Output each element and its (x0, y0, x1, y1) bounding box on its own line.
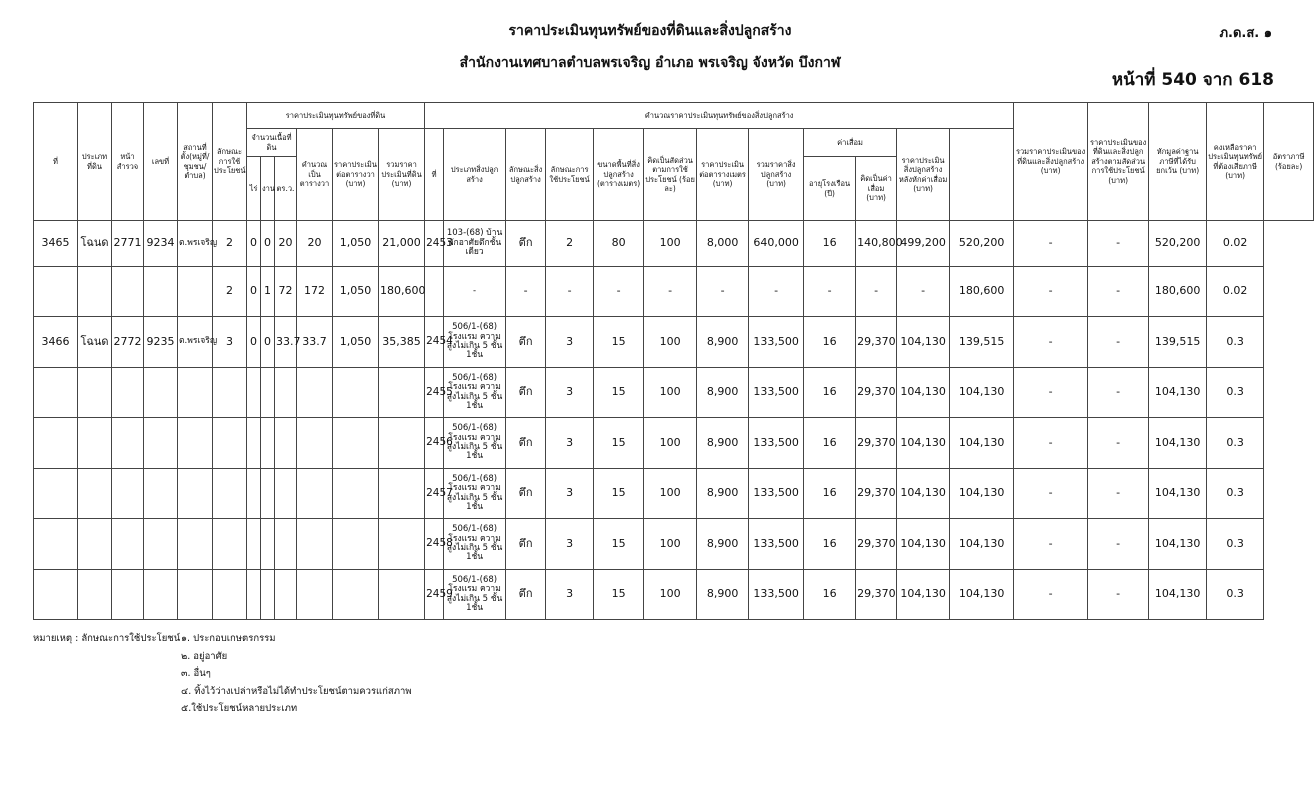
cell-b-ratio: 100 (644, 519, 697, 570)
cell-b-type: - (444, 267, 506, 317)
col-area-group: จำนวนเนื้อที่ดิน (247, 129, 297, 157)
col-land-total: รวมราคาประเมินที่ดิน (บาท) (379, 129, 425, 221)
cell-b-price: 8,900 (697, 368, 749, 418)
col-rai: ไร่ (247, 157, 261, 221)
cell-sqwa-total: 20 (297, 221, 333, 267)
cell-ngan (261, 570, 275, 620)
cell-doc-type (78, 469, 112, 519)
cell-total: 104,130 (950, 519, 1014, 570)
col-land-group: ราคาประเมินทุนทรัพย์ของที่ดิน (247, 103, 425, 129)
cell-deduction: - (1088, 519, 1149, 570)
cell-land-price (333, 368, 379, 418)
cell-b-net: 104,130 (897, 519, 950, 570)
col-wa: ตร.ว. (275, 157, 297, 221)
cell-rate: 0.3 (1207, 519, 1264, 570)
cell-b-price: 8,900 (697, 519, 749, 570)
table-row (34, 418, 1314, 469)
cell-b-type: 506/1-(68) โรงแรม ความสูงไม่เกิน 5 ชั้น 1ชั้น (444, 368, 506, 418)
col-no: ที่ (34, 103, 78, 221)
cell-b-usage: 3 (546, 570, 594, 620)
cell-b-price: - (697, 267, 749, 317)
cell-b-no: 2453 (425, 221, 444, 267)
cell-b-no: 2459 (425, 570, 444, 620)
cell-deduction: - (1088, 469, 1149, 519)
cell-age: 16 (804, 418, 856, 469)
cell-location (178, 267, 213, 317)
cell-age: 16 (804, 317, 856, 368)
col-sqwa-total: คำนวณเป็นตารางวา (297, 129, 333, 221)
cell-doc-no (144, 570, 178, 620)
table-row (34, 317, 1314, 368)
cell-b-type: 506/1-(68) โรงแรม ความสูงไม่เกิน 5 ชั้น 1ชั้น (444, 570, 506, 620)
cell-b-kind: ตึก (506, 469, 546, 519)
cell-b-ratio: - (644, 267, 697, 317)
cell-b-area: 15 (594, 469, 644, 519)
cell-age: 16 (804, 519, 856, 570)
cell-doc-no (144, 368, 178, 418)
cell-b-total: 133,500 (749, 519, 804, 570)
cell-dep: 29,370 (856, 317, 897, 368)
cell-doc-no (144, 418, 178, 469)
cell-ratio-value: - (1014, 418, 1088, 469)
cell-dep: 29,370 (856, 418, 897, 469)
cell-taxable: 139,515 (1149, 317, 1207, 368)
cell-land-total (379, 469, 425, 519)
table-row (34, 469, 1314, 519)
cell-sqwa-total (297, 368, 333, 418)
cell-dep: 29,370 (856, 519, 897, 570)
cell-b-price: 8,900 (697, 317, 749, 368)
cell-doc-type (78, 267, 112, 317)
cell-b-ratio: 100 (644, 317, 697, 368)
cell-age: 16 (804, 570, 856, 620)
cell-b-usage: 3 (546, 317, 594, 368)
page-info: หน้าที่ 540 จาก 618 (1111, 70, 1274, 90)
note-item: ๔. ทิ้งไว้ว่างเปล่าหรือไม่ได้ทำประโยชน์ตามควรแก่สภาพ (181, 685, 412, 697)
cell-doc-type (78, 519, 112, 570)
cell-deduction: - (1088, 570, 1149, 620)
cell-b-no: 2456 (425, 418, 444, 469)
cell-land-total: 21,000 (379, 221, 425, 267)
cell-age: 16 (804, 368, 856, 418)
cell-survey-page: 2772 (112, 317, 144, 368)
cell-land-price (333, 570, 379, 620)
cell-wa (275, 418, 297, 469)
cell-dep: 140,800 (856, 221, 897, 267)
cell-age: 16 (804, 469, 856, 519)
table-row (34, 267, 1314, 317)
cell-rate: 0.02 (1207, 267, 1264, 317)
col-b-ratio: คิดเป็นสัดส่วนตามการใช้ประโยชน์ (ร้อยละ) (644, 129, 697, 221)
cell-b-type: 506/1-(68) โรงแรม ความสูงไม่เกิน 5 ชั้น 1ชั้น (444, 317, 506, 368)
cell-b-area: 15 (594, 570, 644, 620)
col-total-value: รวมราคาประเมินของที่ดินและสิ่งปลูกสร้าง (บาท) (1014, 103, 1088, 221)
cell-location (178, 368, 213, 418)
cell-sqwa-total (297, 418, 333, 469)
cell-taxable: 104,130 (1149, 570, 1207, 620)
cell-b-total: 133,500 (749, 368, 804, 418)
cell-b-total: 133,500 (749, 317, 804, 368)
cell-land-total (379, 368, 425, 418)
cell-no: 3466 (34, 317, 78, 368)
cell-ratio-value: - (1014, 267, 1088, 317)
cell-total: 180,600 (950, 267, 1014, 317)
cell-no (34, 267, 78, 317)
cell-survey-page (112, 570, 144, 620)
cell-deduction: - (1088, 221, 1149, 267)
cell-ratio-value: - (1014, 221, 1088, 267)
cell-b-ratio: 100 (644, 368, 697, 418)
cell-location (178, 519, 213, 570)
cell-land-price: 1,050 (333, 221, 379, 267)
cell-doc-no: 9235 (144, 317, 178, 368)
cell-location: ต.พรเจริญ (178, 317, 213, 368)
cell-b-kind: ตึก (506, 221, 546, 267)
cell-ratio-value: - (1014, 570, 1088, 620)
col-land-price: ราคาประเมินต่อตารางวา (บาท) (333, 129, 379, 221)
cell-b-net: - (897, 267, 950, 317)
cell-b-price: 8,900 (697, 469, 749, 519)
cell-usage: 3 (213, 317, 247, 368)
cell-rai (247, 469, 261, 519)
cell-b-ratio: 100 (644, 469, 697, 519)
col-deduction: หักมูลค่าฐานภาษีที่ได้รับยกเว้น (บาท) (1149, 103, 1207, 221)
table-row (34, 368, 1314, 418)
cell-b-net: 499,200 (897, 221, 950, 267)
cell-b-usage: 2 (546, 221, 594, 267)
cell-b-usage: 3 (546, 368, 594, 418)
col-b-no: ที่ (425, 129, 444, 221)
cell-no (34, 469, 78, 519)
cell-ratio-value: - (1014, 317, 1088, 368)
col-ngan: งาน (261, 157, 275, 221)
cell-no (34, 368, 78, 418)
cell-b-no: 2458 (425, 519, 444, 570)
col-age: อายุโรงเรือน (ปี) (804, 157, 856, 221)
note-item: ๑. ประกอบเกษตรกรรม (181, 633, 276, 644)
cell-doc-no: 9234 (144, 221, 178, 267)
cell-ratio-value: - (1014, 368, 1088, 418)
cell-taxable: 520,200 (1149, 221, 1207, 267)
cell-rate: 0.3 (1207, 418, 1264, 469)
cell-b-area: 15 (594, 368, 644, 418)
cell-usage (213, 418, 247, 469)
cell-no (34, 418, 78, 469)
cell-b-kind: - (506, 267, 546, 317)
cell-ratio-value: - (1014, 469, 1088, 519)
cell-dep: 29,370 (856, 570, 897, 620)
cell-land-price: 1,050 (333, 317, 379, 368)
cell-b-area: 15 (594, 418, 644, 469)
cell-total: 104,130 (950, 469, 1014, 519)
cell-dep: - (856, 267, 897, 317)
cell-b-net: 104,130 (897, 469, 950, 519)
cell-ngan (261, 368, 275, 418)
cell-taxable: 180,600 (1149, 267, 1207, 317)
cell-total: 139,515 (950, 317, 1014, 368)
cell-total: 104,130 (950, 570, 1014, 620)
cell-wa: 72 (275, 267, 297, 317)
cell-deduction: - (1088, 317, 1149, 368)
cell-location: ต.พรเจริญ (178, 221, 213, 267)
col-b-price: ราคาประเมินต่อตารางเมตร (บาท) (697, 129, 749, 221)
cell-location (178, 418, 213, 469)
cell-b-usage: 3 (546, 519, 594, 570)
cell-ngan: 0 (261, 221, 275, 267)
cell-b-no (425, 267, 444, 317)
cell-usage: 2 (213, 267, 247, 317)
cell-no (34, 570, 78, 620)
cell-survey-page (112, 267, 144, 317)
cell-land-total: 35,385 (379, 317, 425, 368)
col-b-usage: ลักษณะการใช้ประโยชน์ (546, 129, 594, 221)
cell-doc-type: โฉนด (78, 317, 112, 368)
assessment-table (33, 102, 1314, 620)
cell-rate: 0.3 (1207, 570, 1264, 620)
col-tax-rate: อัตราภาษี (ร้อยละ) (1264, 103, 1314, 221)
cell-no: 3465 (34, 221, 78, 267)
cell-land-price (333, 519, 379, 570)
cell-b-usage: - (546, 267, 594, 317)
col-b-total: รวมราคาสิ่งปลูกสร้าง (บาท) (749, 129, 804, 221)
notes (33, 630, 412, 718)
cell-dep: 29,370 (856, 469, 897, 519)
cell-location (178, 469, 213, 519)
col-ratio-value: ราคาประเมินของที่ดินและสิ่งปลูกสร้างตามสัดส่วนการใช้ประโยชน์ (บาท) (1088, 103, 1149, 221)
cell-b-kind: ตึก (506, 317, 546, 368)
cell-b-price: 8,900 (697, 570, 749, 620)
cell-doc-no (144, 519, 178, 570)
cell-b-usage: 3 (546, 418, 594, 469)
cell-land-total (379, 418, 425, 469)
cell-sqwa-total (297, 519, 333, 570)
cell-doc-type (78, 368, 112, 418)
cell-rai: 0 (247, 267, 261, 317)
cell-ngan: 0 (261, 317, 275, 368)
cell-sqwa-total: 172 (297, 267, 333, 317)
cell-land-total (379, 519, 425, 570)
cell-taxable: 104,130 (1149, 418, 1207, 469)
cell-survey-page (112, 418, 144, 469)
cell-b-ratio: 100 (644, 570, 697, 620)
cell-ngan (261, 519, 275, 570)
cell-rate: 0.3 (1207, 469, 1264, 519)
cell-usage: 2 (213, 221, 247, 267)
cell-b-area: 15 (594, 519, 644, 570)
cell-b-price: 8,000 (697, 221, 749, 267)
table-row (34, 519, 1314, 570)
table-row (34, 221, 1314, 267)
cell-b-total: 133,500 (749, 418, 804, 469)
col-doc-type: ประเภทที่ดิน (78, 103, 112, 221)
cell-deduction: - (1088, 418, 1149, 469)
col-building-group: คำนวณราคาประเมินทุนทรัพย์ของสิ่งปลูกสร้าง (425, 103, 1014, 129)
cell-b-kind: ตึก (506, 570, 546, 620)
cell-b-kind: ตึก (506, 368, 546, 418)
cell-b-ratio: 100 (644, 221, 697, 267)
cell-b-area: 80 (594, 221, 644, 267)
cell-doc-no (144, 469, 178, 519)
document-subtitle: สำนักงานเทศบาลตำบลพรเจริญ อำเภอ พรเจริญ จังหวัด บึงกาฬ (459, 55, 841, 71)
cell-b-type: 103-(68) บ้านพักอาศัยตึกชั้นเดียว (444, 221, 506, 267)
cell-b-no: 2455 (425, 368, 444, 418)
cell-doc-type (78, 418, 112, 469)
cell-land-total: 180,600 (379, 267, 425, 317)
cell-b-total: - (749, 267, 804, 317)
cell-survey-page (112, 519, 144, 570)
cell-no (34, 519, 78, 570)
cell-rai (247, 570, 261, 620)
cell-b-net: 104,130 (897, 418, 950, 469)
cell-b-no: 2454 (425, 317, 444, 368)
cell-ratio-value: - (1014, 519, 1088, 570)
document-title: ราคาประเมินทุนทรัพย์ของที่ดินและสิ่งปลูกสร้าง (508, 23, 792, 39)
cell-age: 16 (804, 221, 856, 267)
col-b-area: ขนาดพื้นที่สิ่งปลูกสร้าง (ตารางเมตร) (594, 129, 644, 221)
cell-survey-page (112, 469, 144, 519)
table-row (34, 570, 1314, 620)
cell-wa (275, 570, 297, 620)
cell-b-type: 506/1-(68) โรงแรม ความสูงไม่เกิน 5 ชั้น 1ชั้น (444, 418, 506, 469)
cell-land-price: 1,050 (333, 267, 379, 317)
cell-survey-page (112, 368, 144, 418)
col-dep-group: ค่าเสื่อม (804, 129, 897, 157)
cell-b-area: - (594, 267, 644, 317)
cell-ngan (261, 469, 275, 519)
cell-taxable: 104,130 (1149, 519, 1207, 570)
cell-b-net: 104,130 (897, 368, 950, 418)
cell-b-price: 8,900 (697, 418, 749, 469)
cell-total: 104,130 (950, 368, 1014, 418)
cell-survey-page: 2771 (112, 221, 144, 267)
cell-doc-type (78, 570, 112, 620)
note-item: ๓. อื่นๆ (181, 668, 211, 679)
cell-dep: 29,370 (856, 368, 897, 418)
form-code: ภ.ด.ส. ๑ (1219, 26, 1272, 41)
cell-usage (213, 469, 247, 519)
col-b-net: ราคาประเมินสิ่งปลูกสร้างหลังหักค่าเสื่อม (บาท) (897, 129, 950, 221)
cell-doc-no (144, 267, 178, 317)
cell-usage (213, 570, 247, 620)
cell-land-price (333, 418, 379, 469)
cell-rate: 0.3 (1207, 317, 1264, 368)
cell-b-type: 506/1-(68) โรงแรม ความสูงไม่เกิน 5 ชั้น 1ชั้น (444, 469, 506, 519)
cell-b-net: 104,130 (897, 317, 950, 368)
cell-total: 520,200 (950, 221, 1014, 267)
cell-rai: 0 (247, 221, 261, 267)
cell-rate: 0.02 (1207, 221, 1264, 267)
col-survey-page: หน้าสำรวจ (112, 103, 144, 221)
cell-wa (275, 469, 297, 519)
cell-b-total: 640,000 (749, 221, 804, 267)
cell-wa: 33.7 (275, 317, 297, 368)
cell-total: 104,130 (950, 418, 1014, 469)
cell-rai (247, 368, 261, 418)
cell-sqwa-total (297, 469, 333, 519)
cell-deduction: - (1088, 368, 1149, 418)
cell-land-price (333, 469, 379, 519)
cell-land-total (379, 570, 425, 620)
cell-usage (213, 368, 247, 418)
col-location: สถานที่ตั้ง(หมู่ที่/ชุมชน/ตำบล) (178, 103, 213, 221)
cell-wa (275, 368, 297, 418)
cell-location (178, 570, 213, 620)
col-usage: ลักษณะการใช้ประโยชน์ (213, 103, 247, 221)
notes-label: หมายเหตุ : ลักษณะการใช้ประโยชน์ (33, 633, 181, 644)
cell-b-kind: ตึก (506, 418, 546, 469)
col-b-kind: ลักษณะสิ่งปลูกสร้าง (506, 129, 546, 221)
cell-rai (247, 519, 261, 570)
cell-b-no: 2457 (425, 469, 444, 519)
cell-sqwa-total (297, 570, 333, 620)
cell-rai: 0 (247, 317, 261, 368)
cell-b-type: 506/1-(68) โรงแรม ความสูงไม่เกิน 5 ชั้น 1ชั้น (444, 519, 506, 570)
cell-wa: 20 (275, 221, 297, 267)
cell-rai (247, 418, 261, 469)
cell-wa (275, 519, 297, 570)
cell-b-total: 133,500 (749, 570, 804, 620)
cell-age: - (804, 267, 856, 317)
col-doc-no: เลขที่ (144, 103, 178, 221)
col-taxable: คงเหลือราคาประเมินทุนทรัพย์ที่ต้องเสียภาษี (บาท) (1207, 103, 1264, 221)
cell-usage (213, 519, 247, 570)
cell-doc-type: โฉนด (78, 221, 112, 267)
cell-ngan (261, 418, 275, 469)
cell-sqwa-total: 33.7 (297, 317, 333, 368)
cell-taxable: 104,130 (1149, 469, 1207, 519)
cell-b-kind: ตึก (506, 519, 546, 570)
cell-ngan: 1 (261, 267, 275, 317)
cell-b-area: 15 (594, 317, 644, 368)
note-item: ๕.ใช้ประโยชน์หลายประเภท (181, 703, 298, 714)
note-item: ๒. อยู่อาศัย (181, 650, 228, 662)
cell-b-net: 104,130 (897, 570, 950, 620)
col-dep-amount: คิดเป็นค่าเสื่อม (บาท) (856, 157, 897, 221)
cell-b-total: 133,500 (749, 469, 804, 519)
cell-b-ratio: 100 (644, 418, 697, 469)
cell-taxable: 104,130 (1149, 368, 1207, 418)
cell-b-usage: 3 (546, 469, 594, 519)
cell-rate: 0.3 (1207, 368, 1264, 418)
cell-deduction: - (1088, 267, 1149, 317)
col-b-type: ประเภทสิ่งปลูกสร้าง (444, 129, 506, 221)
